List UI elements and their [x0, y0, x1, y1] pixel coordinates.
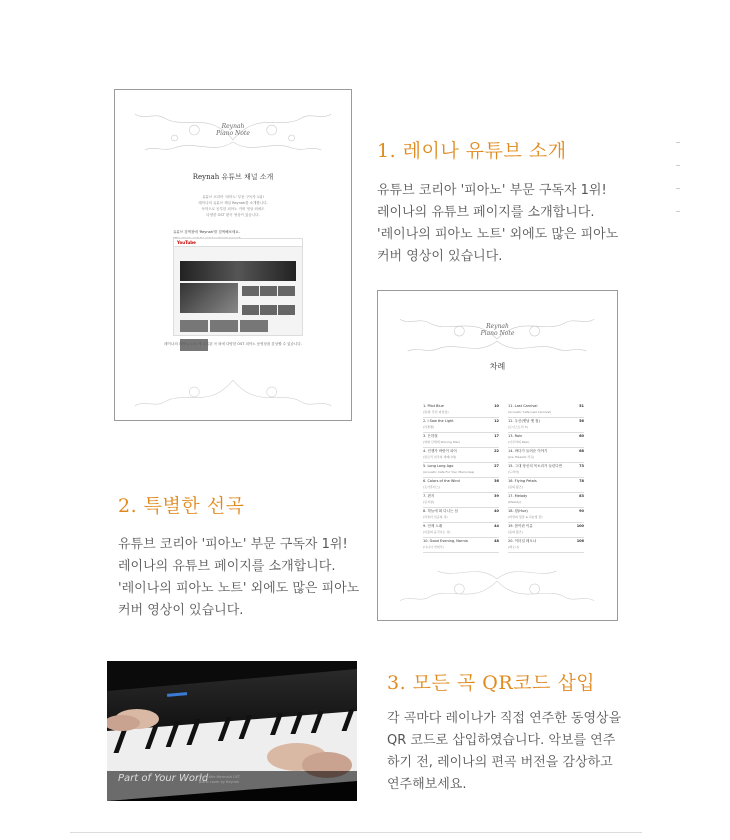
main-video-thumbnail [180, 283, 238, 313]
video-thumb [210, 320, 238, 332]
ornament-drawing [115, 350, 351, 420]
reynah-logo: Reynah Piano Note [480, 323, 515, 337]
toc-item: 9. 언제 노래 (하울의 움직이는 성) 44 [423, 523, 499, 538]
toc-page-image [377, 290, 618, 621]
youtube-top-bar [174, 239, 302, 247]
toc-item: 11. Last Carnival (Acoustic Cafe Last Carnival) 51 [508, 403, 584, 418]
toc-item: 13. Rain (이루마의 Rain) 60 [508, 433, 584, 448]
side-mark [676, 188, 680, 189]
toc-item: 19. 봄이란 이름 (봄의 왈츠) 100 [508, 523, 584, 538]
youtube-header-text: 유튜브 검색창에 'Reynah'를 검색해보세요. [173, 230, 240, 234]
toc-item: 1. Pilot Blue (원제: 푸른 파일럿) 10 [423, 403, 499, 418]
video-thumb [242, 305, 259, 315]
bottom-ornament [378, 541, 617, 611]
photo-subtitle: The Little Mermaid OST piano cover by Reynah [199, 775, 241, 784]
page-caption: 레이나의 피아노 노트 에 수록된 곡 외에 다양한 OST 피아노 동영상을 감상할 수 있습니다. [164, 342, 302, 346]
section-1-title: 1. 레이나 유튜브 소개 [377, 140, 567, 162]
bottom-ornament [115, 350, 351, 420]
toc-item: 10. Good Evening, Narnia (나니아 연대기) 48 [423, 538, 499, 553]
toc-item: 7. 편지 (뮤지컬) 39 [423, 493, 499, 508]
section-3-title: 3. 모든 곡 QR코드 삽입 [387, 672, 596, 694]
side-marks [676, 142, 686, 234]
toc-item: 2. I Saw the Light (라푼젤) 12 [423, 418, 499, 433]
photo-title: Part of Your World [118, 773, 209, 784]
youtube-screenshot [173, 238, 303, 336]
toc-item: 18. 왕(Hue) (바람의 빛깔 & 하늘빛 꿈) 90 [508, 508, 584, 523]
video-thumb [242, 286, 259, 296]
toc-item: 15. 그대 당신의 목소리가 들린다면 (드라마) 73 [508, 463, 584, 478]
video-thumb [278, 305, 295, 315]
toc-item: 4. 언젠가 바람이 되어 (칼로리 천국의 세레나데) 22 [423, 448, 499, 463]
toc-right-column [508, 403, 584, 553]
section-1-body: 유튜브 코리아 '피아노' 부문 구독자 1위! 레이나의 유튜브 페이지를 소개합니다. '레이나의 피아노 노트' 외에도 많은 피아노 커버 영상이 있습니다. [377, 183, 619, 264]
youtube-intro-page-image [114, 89, 352, 421]
side-mark [676, 142, 680, 143]
footer-divider [70, 832, 642, 833]
toc-item: 8. 하늘에 떠 다니는 섬 (라퓨타 천공의 성) 40 [423, 508, 499, 523]
toc-item: 3. 은하철 (영화 신세계 Shining Star) 17 [423, 433, 499, 448]
reynah-logo: Reynah Piano Note [216, 123, 250, 137]
toc-item: 12. 우산(옛날 옛 집) (토이스토리 3) 56 [508, 418, 584, 433]
youtube-logo: YouTube [177, 240, 196, 245]
toc-item: 16. Flying Petals (봄의 왈츠) 78 [508, 478, 584, 493]
video-thumbnails [242, 283, 298, 321]
toc-title: 차례 [489, 362, 506, 371]
video-row [180, 317, 296, 329]
page-paragraph: 유튜브 코리아 '피아노' 부문 구독자 1위! 레이나의 유튜브 채널 Reynah를 소개합니다. 독학으로 공부한 피아노 커버 영상 외에도 다양한 OST 편곡 영상이 있습니다. [198, 195, 268, 217]
ornament-drawing [378, 541, 617, 611]
video-thumb [180, 320, 208, 332]
channel-banner [180, 261, 296, 281]
toc-left-column [423, 403, 499, 553]
toc-item: 5. Long Long Ago (Acoustic Cafe For Your Memories) 27 [423, 463, 499, 478]
video-thumb [278, 286, 295, 296]
video-thumb [260, 305, 277, 315]
page-title: Reynah 유튜브 채널 소개 [192, 173, 274, 181]
side-mark [676, 211, 680, 212]
video-thumb [240, 320, 268, 332]
piano-photo [107, 661, 357, 801]
section-3-body: 각 곡마다 레이나가 직접 연주한 동영상을 QR 코드로 삽입하였습니다. 악보를 연주 하기 전, 레이나의 편곡 버전을 감상하고 연주해보세요. [387, 711, 622, 792]
video-thumb [260, 286, 277, 296]
toc-item: 14. 바다가 들려준 이야기 (Joe Hisaishi 작곡) 68 [508, 448, 584, 463]
toc-item: 6. Colors of the Wind (포카혼타스) 36 [423, 478, 499, 493]
toc-item: 20. 이터널 레오나 (레오나) 106 [508, 538, 584, 553]
section-2-title: 2. 특별한 선곡 [118, 495, 245, 517]
side-mark [676, 165, 680, 166]
toc-item: 17. Melody (Melody) 83 [508, 493, 584, 508]
section-2-body: 유튜브 코리아 '피아노' 부문 구독자 1위! 레이나의 유튜브 페이지를 소개합니다. '레이나의 피아노 노트' 외에도 많은 피아노 커버 영상이 있습니다. [118, 537, 360, 618]
